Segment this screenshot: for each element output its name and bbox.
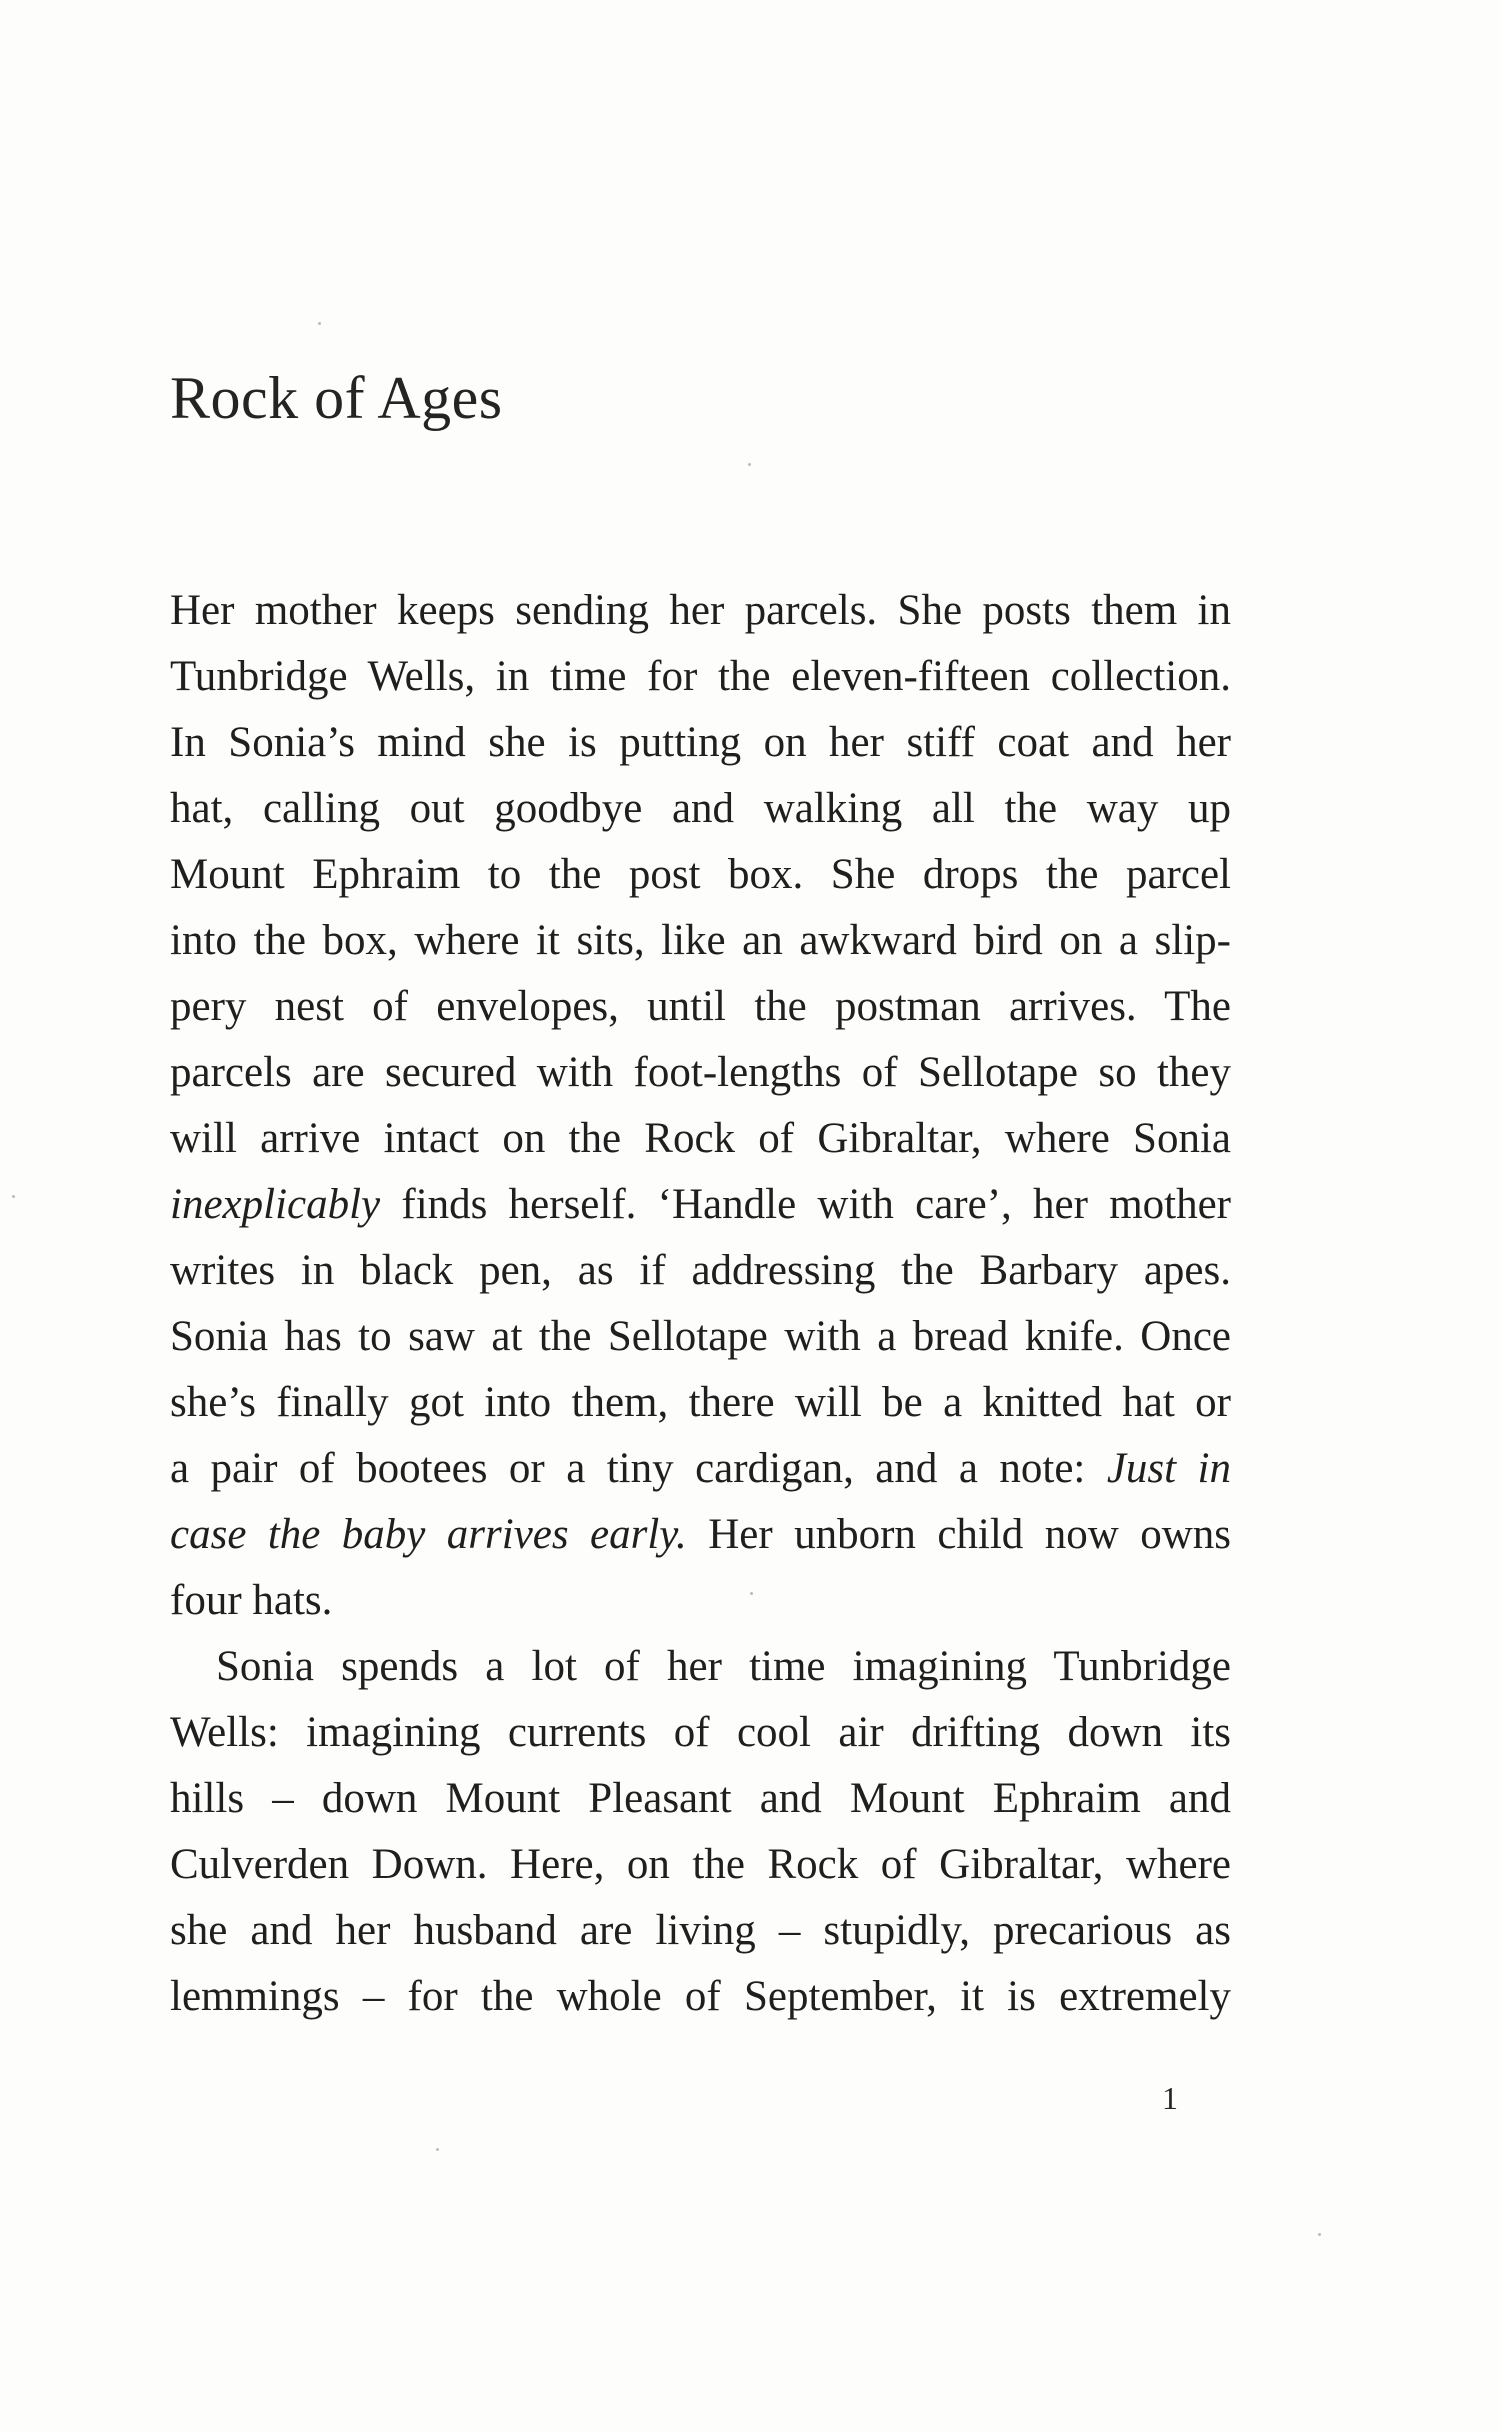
paper-speck	[318, 322, 321, 325]
text-line: she’s finally got into them, there will be a knitted hat or	[170, 1379, 1231, 1426]
text-line: Sonia has to saw at the Sellotape with a bread knife. Once	[170, 1313, 1231, 1360]
italic-word: inexplicably	[170, 1181, 381, 1228]
text-line: Her mother keeps sending her parcels. She posts them in	[170, 587, 1231, 634]
text-line: pery nest of envelopes, until the postman arrives. The	[170, 983, 1231, 1030]
text-fragment: Her unborn child now owns	[686, 1511, 1231, 1558]
text-line: writes in black pen, as if addressing the Barbary apes.	[170, 1247, 1231, 1294]
text-line: hills – down Mount Pleasant and Mount Ephraim and	[170, 1775, 1231, 1822]
text-line: she and her husband are living – stupidly, precarious as	[170, 1907, 1231, 1954]
text-line	[170, 1172, 1231, 1238]
paper-speck	[12, 1195, 15, 1198]
paper-speck	[748, 463, 751, 466]
paper-speck	[1318, 2233, 1321, 2236]
text-line: hat, calling out goodbye and walking all the way up	[170, 785, 1231, 832]
text-line	[170, 1502, 1231, 1568]
page-number: 1	[1162, 2080, 1178, 2116]
paper-speck	[750, 1592, 753, 1595]
italic-phrase: case the baby arrives early.	[170, 1511, 687, 1558]
text-line: In Sonia’s mind she is putting on her stiff coat and her	[170, 719, 1231, 766]
text-fragment: a pair of bootees or a tiny cardigan, and a note:	[170, 1445, 1107, 1492]
chapter-title: Rock of Ages	[170, 365, 503, 431]
text-fragment: finds herself. ‘Handle with care’, her mother	[380, 1181, 1231, 1228]
text-line: Culverden Down. Here, on the Rock of Gibraltar, where	[170, 1841, 1231, 1888]
text-line: Mount Ephraim to the post box. She drops the parcel	[170, 851, 1231, 898]
text-line: four hats.	[170, 1577, 333, 1624]
body-text	[170, 578, 1231, 2030]
text-line: will arrive intact on the Rock of Gibraltar, where Sonia	[170, 1115, 1231, 1162]
text-line	[170, 1436, 1231, 1502]
text-line: Sonia spends a lot of her time imagining Tunbridge	[216, 1643, 1231, 1690]
text-line: parcels are secured with foot-lengths of Sellotape so they	[170, 1049, 1231, 1096]
paper-speck	[436, 2148, 439, 2151]
text-line: into the box, where it sits, like an awkward bird on a slip-	[170, 917, 1231, 964]
text-line: Wells: imagining currents of cool air drifting down its	[170, 1709, 1231, 1756]
text-line: Tunbridge Wells, in time for the eleven-fifteen collection.	[170, 653, 1231, 700]
text-line: lemmings – for the whole of September, it is extremely	[170, 1973, 1231, 2020]
italic-phrase: Just in	[1106, 1445, 1231, 1492]
